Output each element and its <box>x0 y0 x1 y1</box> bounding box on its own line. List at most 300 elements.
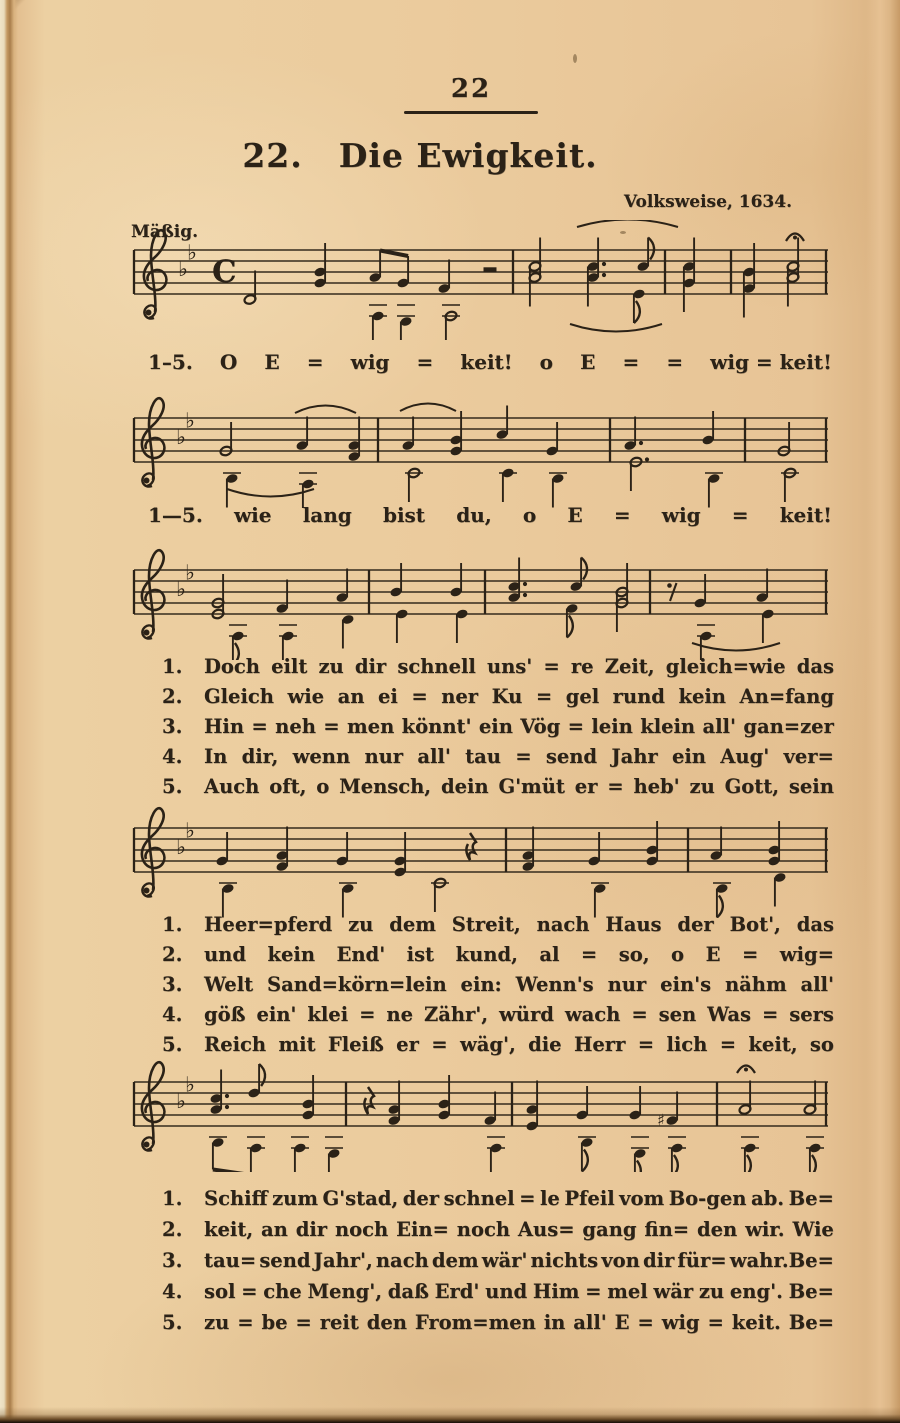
lyric-word: re <box>570 655 594 678</box>
music-staff-3 <box>132 540 832 660</box>
verse-number: 5. <box>162 1033 183 1056</box>
lyric-word: = <box>237 1311 254 1334</box>
lyric-word: schnell <box>397 655 476 678</box>
lyric-word: = <box>306 350 324 374</box>
lyric-word: kein <box>267 943 316 966</box>
verse-number: 3. <box>162 1249 183 1272</box>
verse-line <box>150 655 834 685</box>
lyric-word: zu <box>318 655 344 678</box>
verse-line <box>150 1249 834 1280</box>
verse-words <box>204 1187 834 1210</box>
lyric-word: = <box>637 1033 655 1056</box>
lyric-word: o <box>539 350 554 374</box>
lyric-word: In <box>204 745 228 768</box>
flat-sign: ♭ <box>178 257 188 281</box>
lyric-word: wir. <box>745 1218 785 1241</box>
lyric-word: Was <box>707 1003 751 1026</box>
slur <box>400 404 456 412</box>
verse-number: 4. <box>162 1003 183 1026</box>
lyric-word: wahr.Be= <box>729 1249 834 1272</box>
lyric-word: dir <box>642 1249 675 1272</box>
lyric-word: zu <box>698 1280 725 1303</box>
lyric-word: ner <box>441 685 479 708</box>
lyric-word: Erd' <box>434 1280 480 1303</box>
lyric-word: Zähr', <box>423 1003 489 1026</box>
lyric-word: nichts <box>530 1249 599 1272</box>
verse-number: 5. <box>162 775 183 798</box>
lyric-word: = <box>411 685 428 708</box>
verse-words <box>204 775 834 798</box>
verse-line <box>150 1280 834 1311</box>
lyric-word: Bo-gen <box>668 1187 747 1210</box>
lyric-word: = <box>613 503 631 527</box>
lyric-word: dein <box>440 775 489 798</box>
lyric-word: Herr <box>573 1033 626 1056</box>
verse-line <box>150 973 834 1003</box>
verse-line <box>150 715 834 745</box>
lyric-word: Hin <box>204 715 245 738</box>
refrain-line-2 <box>148 503 832 527</box>
lyric-word: noch <box>334 1218 389 1241</box>
lyric-word: From=men <box>414 1311 536 1334</box>
lyric-word: ver= <box>783 745 834 768</box>
lyric-word: men <box>347 715 395 738</box>
lyric-word: gleich=wie <box>665 655 786 678</box>
lyric-word: = <box>251 715 268 738</box>
treble-clef <box>142 1062 165 1150</box>
lyric-word: den <box>366 1311 407 1334</box>
flat-sign: ♭ <box>187 240 197 265</box>
slur <box>227 489 314 497</box>
lyric-word: an <box>261 1218 288 1241</box>
flat-sign: ♭ <box>176 577 186 601</box>
slur <box>295 406 356 414</box>
lyric-word: der <box>402 1187 440 1210</box>
lyric-word: = <box>707 1311 724 1334</box>
lyric-word: send <box>259 1249 311 1272</box>
verse-number: 5. <box>162 1311 183 1334</box>
lyric-word: Aug' <box>720 745 770 768</box>
lyric-word: End' <box>336 943 386 966</box>
lyric-word: ein's <box>660 973 712 996</box>
lyric-word: Zeit, <box>604 655 655 678</box>
lyric-word: ein <box>478 715 513 738</box>
treble-clef <box>142 808 165 896</box>
lyric-word: Vög <box>520 715 561 738</box>
lyric-word: ab. <box>751 1187 785 1210</box>
lyric-word: dir <box>354 655 387 678</box>
dot <box>639 441 643 445</box>
lyric-word: Gott, <box>724 775 780 798</box>
dot <box>602 262 606 266</box>
lyric-word: Jahr', <box>313 1249 373 1272</box>
lyric-word: zu <box>348 913 374 936</box>
lyric-word: ne <box>386 1003 413 1026</box>
dot <box>602 273 606 277</box>
lyric-word: nach <box>375 1249 429 1272</box>
lyric-word: er <box>574 775 598 798</box>
quarter-rest <box>364 1087 374 1114</box>
lyric-word: = <box>543 655 560 678</box>
page-edge-right <box>866 0 900 1423</box>
lyric-word: all' <box>573 1311 607 1334</box>
lyric-word: eng'. <box>729 1280 783 1303</box>
lyric-word: O <box>219 350 238 374</box>
lyric-word: E <box>614 1311 630 1334</box>
music-staff-1 <box>132 220 832 340</box>
lyric-word: uns' <box>486 655 533 678</box>
ink-speck <box>573 54 577 63</box>
dot <box>523 593 527 597</box>
verse-number: 1. <box>162 913 183 936</box>
lyric-word: Him <box>532 1280 580 1303</box>
lyric-word: Ein= <box>396 1218 449 1241</box>
dot <box>225 1094 229 1098</box>
lyric-word: al <box>539 943 560 966</box>
lyric-word: E <box>264 350 280 374</box>
lyric-word: und <box>485 1280 528 1303</box>
lyric-word: Fleiß <box>327 1033 384 1056</box>
lyric-word: wig <box>350 350 390 374</box>
music-staff-5 <box>132 1052 832 1172</box>
verse-words <box>204 943 834 966</box>
slur <box>570 324 662 332</box>
lyric-word: zu <box>204 1311 230 1334</box>
verse-line <box>150 745 834 775</box>
lyric-word: keit, <box>204 1218 254 1241</box>
lyric-word: all' <box>800 973 834 996</box>
page-edge-bottom <box>0 1407 900 1423</box>
lyric-word: bist <box>382 503 426 527</box>
lyric-word: Auch <box>204 775 260 798</box>
lyric-word: = <box>515 745 532 768</box>
verse-line <box>150 1003 834 1033</box>
verse-block-2 <box>150 913 834 1063</box>
lyric-word: gan=zer <box>743 715 834 738</box>
lyric-word: dir, <box>241 745 279 768</box>
lyric-word: 1–5. <box>148 350 193 374</box>
verse-words <box>204 1280 834 1303</box>
treble-clef <box>142 550 165 638</box>
lyric-word: das <box>796 913 834 936</box>
lyric-word: le <box>540 1187 560 1210</box>
lyric-word: An=fang <box>739 685 834 708</box>
verse-block-1 <box>150 655 834 805</box>
lyric-word: Welt <box>204 973 254 996</box>
flat-sign: ♭ <box>176 835 186 859</box>
lyric-word: wär <box>653 1280 694 1303</box>
lyric-word: göß <box>204 1003 246 1026</box>
lyric-word: nach <box>536 913 590 936</box>
lyric-word: würd <box>499 1003 554 1026</box>
lyric-word: = <box>416 350 434 374</box>
lyric-word: = <box>607 775 624 798</box>
flat-sign: ♭ <box>176 1089 186 1113</box>
lyric-word: = <box>359 1003 376 1026</box>
lyric-word: ein: <box>460 973 502 996</box>
lyric-word: kund, <box>455 943 518 966</box>
lyric-word: keit. <box>731 1311 781 1334</box>
lyric-word: = <box>741 943 759 966</box>
lyric-word: keit! <box>779 503 832 527</box>
flat-sign: ♭ <box>185 560 195 585</box>
lyric-word: die <box>528 1033 562 1056</box>
verse-number: 4. <box>162 1280 183 1303</box>
verse-words <box>204 913 834 936</box>
lyric-word: lein <box>591 715 633 738</box>
page-number: 22 <box>450 74 492 104</box>
flat-sign: ♭ <box>176 425 186 449</box>
lyric-word: E <box>567 503 583 527</box>
hymn-title <box>0 136 840 175</box>
lyric-word: keit! <box>460 350 513 374</box>
lyric-word: G'stad, <box>322 1187 399 1210</box>
lyric-word: von <box>601 1249 640 1272</box>
verse-words <box>204 1003 834 1026</box>
lyric-word: sers <box>789 1003 834 1026</box>
verse-words <box>204 1311 834 1334</box>
lyric-word: = <box>585 1280 602 1303</box>
eighth-rest <box>667 583 672 588</box>
lyric-word: wie <box>287 685 325 708</box>
lyric-word: dem <box>389 913 436 936</box>
tempo-marking: Mäßig. <box>131 222 199 242</box>
lyric-word: Jahr <box>611 745 658 768</box>
dot <box>523 582 527 586</box>
lyric-word: Sand=körn=lein <box>267 973 447 996</box>
lyric-word: in <box>543 1311 566 1334</box>
lyric-word: heb' <box>633 775 680 798</box>
lyric-word: ein <box>671 745 706 768</box>
beam <box>380 251 408 257</box>
lyric-word: Doch <box>204 655 260 678</box>
lyric-word: Gleich <box>204 685 274 708</box>
page-number-rule <box>404 111 538 114</box>
lyric-word: send <box>545 745 598 768</box>
lyric-word: zu <box>689 775 715 798</box>
lyric-word: oft, <box>269 775 307 798</box>
verse-line <box>150 1311 834 1342</box>
lyric-word: wig= <box>779 943 834 966</box>
lyric-word: Wie <box>792 1218 834 1241</box>
verse-line <box>150 913 834 943</box>
lyric-word: Be= <box>788 1187 834 1210</box>
verse-number: 2. <box>162 943 183 966</box>
lyric-word: be <box>261 1311 288 1334</box>
fermata <box>793 236 797 240</box>
lyric-word: klein <box>640 715 696 738</box>
lyric-word: ei <box>377 685 398 708</box>
lyric-word: der <box>677 913 714 936</box>
dot <box>225 1105 229 1109</box>
verse-number: 2. <box>162 1218 183 1241</box>
lyric-word: neh <box>275 715 316 738</box>
verse-number: 1. <box>162 655 183 678</box>
verse-line <box>150 943 834 973</box>
lyric-word: = <box>295 1311 312 1334</box>
lyric-word: ist <box>406 943 435 966</box>
lyric-word: eilt <box>271 655 308 678</box>
lyric-word: wäg', <box>459 1033 516 1056</box>
lyric-word: könnt' <box>401 715 472 738</box>
lyric-word: tau= <box>204 1249 257 1272</box>
lyric-word: = <box>622 350 640 374</box>
slur <box>577 220 678 227</box>
verse-block-3 <box>150 1187 834 1342</box>
lyric-word: lich <box>666 1033 708 1056</box>
lyric-word: klei <box>307 1003 349 1026</box>
lyric-word: an <box>337 685 365 708</box>
lyric-word: sein <box>788 775 834 798</box>
lyric-word: Streit, <box>451 913 521 936</box>
lyric-word: o <box>316 775 330 798</box>
lyric-word: tau <box>465 745 501 768</box>
lyric-word: zum <box>272 1187 318 1210</box>
lyric-word: du, <box>456 503 492 527</box>
lyric-word: keit, <box>748 1033 798 1056</box>
lyric-word: reit <box>319 1311 359 1334</box>
lyric-word: E <box>580 350 596 374</box>
lyric-word: Be= <box>788 1280 834 1303</box>
lyric-word: Wenn's <box>515 973 594 996</box>
lyric-word: er <box>396 1033 419 1056</box>
lyric-word: ein' <box>256 1003 297 1026</box>
lyric-word: nähm <box>724 973 787 996</box>
lyric-word: wig <box>661 1311 700 1334</box>
lyric-word: Aus= <box>517 1218 575 1241</box>
lyric-word: kein <box>678 685 726 708</box>
lyric-word: = <box>631 1003 648 1026</box>
lyric-word: noch <box>456 1218 511 1241</box>
music-staff-4 <box>132 798 832 918</box>
lyric-word: mit <box>278 1033 316 1056</box>
time-signature: C <box>212 254 237 290</box>
lyric-word: Bot', <box>729 913 781 936</box>
lyric-word: all' <box>702 715 736 738</box>
lyric-word: wie <box>233 503 272 527</box>
lyric-word: E <box>705 943 721 966</box>
lyric-word: sen <box>658 1003 697 1026</box>
refrain-line-1 <box>148 350 832 374</box>
flat-sign: ♭ <box>185 408 195 433</box>
verse-number: 3. <box>162 973 183 996</box>
lyric-word: dir <box>295 1218 328 1241</box>
lyric-word: vom <box>619 1187 665 1210</box>
lyric-word: lang <box>302 503 352 527</box>
lyric-word: = <box>431 1033 448 1056</box>
lyric-word: nur <box>607 973 647 996</box>
slur <box>692 643 780 651</box>
lyric-word: = <box>519 1187 536 1210</box>
verse-words <box>204 745 834 768</box>
lyric-word: wig = keit! <box>710 350 832 374</box>
lyric-word: Haus <box>605 913 662 936</box>
lyric-word: G'müt <box>498 775 565 798</box>
lyric-word: = <box>761 1003 779 1026</box>
lyric-word: rund <box>612 685 665 708</box>
verse-line <box>150 1218 834 1249</box>
page-edge-left <box>0 0 18 1423</box>
verse-words <box>204 685 834 708</box>
lyric-word: all' <box>417 745 451 768</box>
lyric-word: Pfeil <box>564 1187 615 1210</box>
lyric-word: wach <box>564 1003 621 1026</box>
treble-clef <box>144 230 167 318</box>
fermata <box>744 1068 748 1072</box>
lyric-word: den <box>697 1218 738 1241</box>
verse-words <box>204 655 834 678</box>
music-staff-2 <box>132 388 832 508</box>
lyric-word: daß <box>387 1280 429 1303</box>
lyric-word: so, <box>618 943 650 966</box>
lyric-word: = <box>666 350 684 374</box>
lyric-word: = <box>323 715 340 738</box>
flat-sign: ♭ <box>185 1072 195 1097</box>
verse-line <box>150 1187 834 1218</box>
lyric-word: = <box>637 1311 654 1334</box>
verse-words <box>204 1218 834 1241</box>
dot <box>645 457 649 461</box>
beam <box>213 1170 251 1173</box>
lyric-word: Mensch, <box>339 775 432 798</box>
lyric-word: Meng', <box>307 1280 383 1303</box>
lyric-word: und <box>204 943 246 966</box>
verse-number: 4. <box>162 745 183 768</box>
quarter-rest <box>466 833 476 860</box>
lyric-word: Reich <box>204 1033 267 1056</box>
lyric-word: = <box>731 503 749 527</box>
lyric-word: = <box>580 943 598 966</box>
treble-clef <box>142 398 165 486</box>
hymn-number: 22. <box>242 136 303 175</box>
lyric-word: o <box>671 943 685 966</box>
lyric-word: 1—5. <box>148 503 203 527</box>
lyric-word: che <box>263 1280 302 1303</box>
lyric-word: = <box>567 715 584 738</box>
lyric-word: Ku <box>491 685 523 708</box>
lyric-word: Schiff <box>204 1187 268 1210</box>
lyric-word: dem <box>431 1249 479 1272</box>
lyric-word: Heer=pferd <box>204 913 333 936</box>
lyric-word: wig <box>661 503 701 527</box>
lyric-word: fin= <box>644 1218 690 1241</box>
half-rest <box>484 267 497 272</box>
lyric-word: mel <box>607 1280 648 1303</box>
lyric-word: so <box>809 1033 834 1056</box>
lyric-word: = <box>241 1280 258 1303</box>
verse-words <box>204 1249 834 1272</box>
hymn-title-text: Die Ewigkeit. <box>338 136 598 175</box>
lyric-word: für= <box>677 1249 727 1272</box>
lyric-word: wenn <box>292 745 351 768</box>
lyric-word: o <box>522 503 537 527</box>
accidental: ♯ <box>657 1110 665 1130</box>
verse-number: 2. <box>162 685 183 708</box>
lyric-word: wär' <box>481 1249 528 1272</box>
attribution: Volksweise, 1634. <box>623 192 792 212</box>
verse-line <box>150 685 834 715</box>
lyric-word: = <box>719 1033 737 1056</box>
flat-sign: ♭ <box>185 818 195 843</box>
lyric-word: sol <box>204 1280 236 1303</box>
lyric-word: = <box>535 685 553 708</box>
verse-words <box>204 973 834 996</box>
lyric-word: das <box>796 655 834 678</box>
verse-number: 3. <box>162 715 183 738</box>
lyric-word: gel <box>565 685 600 708</box>
verse-number: 1. <box>162 1187 183 1210</box>
lyric-word: schnel <box>443 1187 515 1210</box>
